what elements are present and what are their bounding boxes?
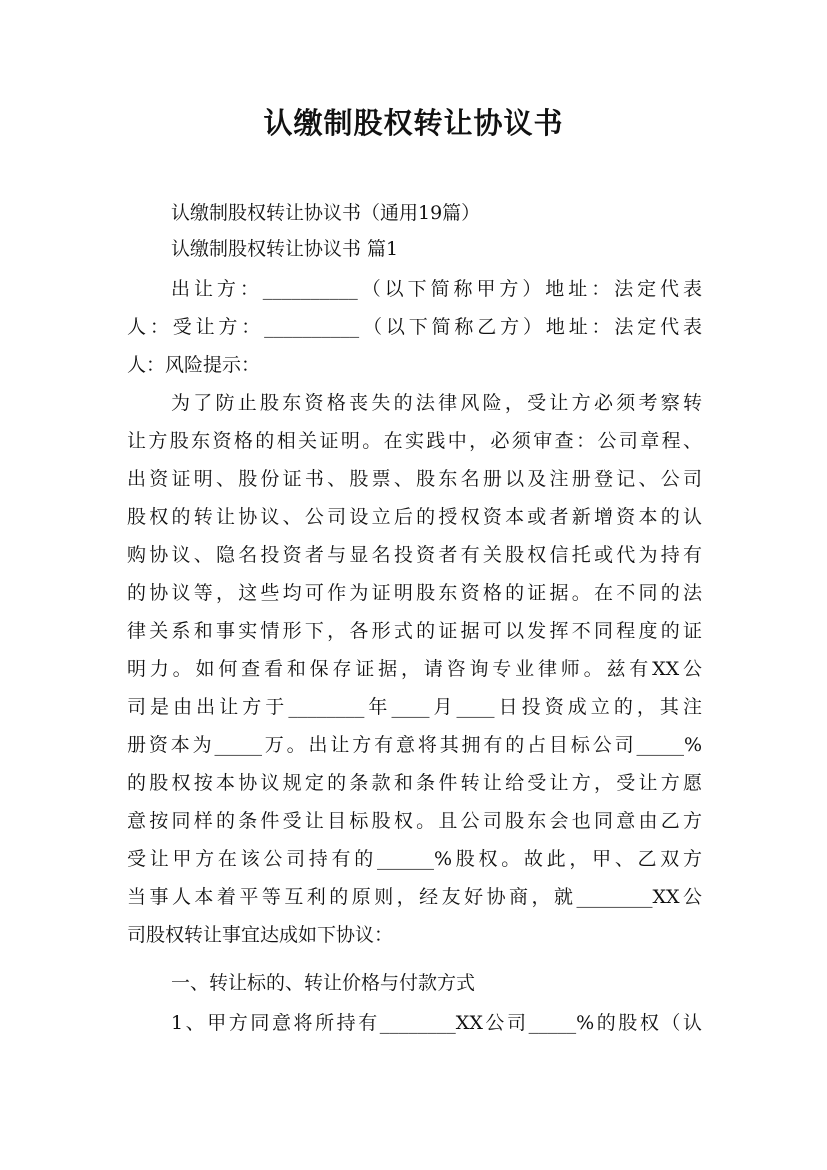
text-line: 受让甲方在该公司持有的______%股权。故此，甲、乙双方	[127, 848, 702, 870]
text-line: 的股权按本协议规定的条款和条件转让给受让方，受让方愿	[127, 772, 702, 794]
text-line: 股权的转让协议、公司设立后的授权资本或者新增资本的认	[127, 506, 702, 528]
document-title: 认缴制股权转让协议书	[263, 106, 564, 140]
text-line: 当事人本着平等互利的原则，经友好协商，就________XX公	[127, 886, 702, 908]
text-line: 人：风险提示：	[127, 354, 261, 376]
text-line: 认缴制股权转让协议书（通用19篇）	[171, 202, 481, 224]
text-line: 册资本为_____万。出让方有意将其拥有的占目标公司_____%	[127, 734, 702, 756]
text-line: 出资证明、股份证书、股票、股东名册以及注册登记、公司	[127, 468, 702, 490]
section-heading: 一、转让标的、转让价格与付款方式	[171, 972, 476, 994]
text-line: 律关系和事实情形下，各形式的证据可以发挥不同程度的证	[127, 620, 702, 642]
text-line: 意按同样的条件受让目标股权。且公司股东会也同意由乙方	[127, 810, 702, 832]
text-line: 为了防止股东资格丧失的法律风险，受让方必须考察转	[171, 392, 702, 414]
text-line: 明力。如何查看和保存证据，请咨询专业律师。兹有XX公	[127, 658, 702, 680]
text-line: 人：受让方：__________（以下简称乙方）地址：法定代表	[127, 316, 702, 338]
text-line: 司股权转让事宜达成如下协议：	[127, 924, 394, 946]
text-line: 司是由出让方于________年____月____日投资成立的，其注	[127, 696, 702, 718]
text-line: 的协议等，这些均可作为证明股东资格的证据。在不同的法	[127, 582, 702, 604]
text-line: 购协议、隐名投资者与显名投资者有关股权信托或代为持有	[127, 544, 702, 566]
text-line: 出让方：__________（以下简称甲方）地址：法定代表	[171, 278, 702, 300]
text-line: 让方股东资格的相关证明。在实践中，必须审查：公司章程、	[127, 430, 702, 452]
text-line: 1、甲方同意将所持有________XX公司_____%的股权（认	[171, 1012, 702, 1034]
text-line: 认缴制股权转让协议书 篇1	[171, 238, 399, 260]
